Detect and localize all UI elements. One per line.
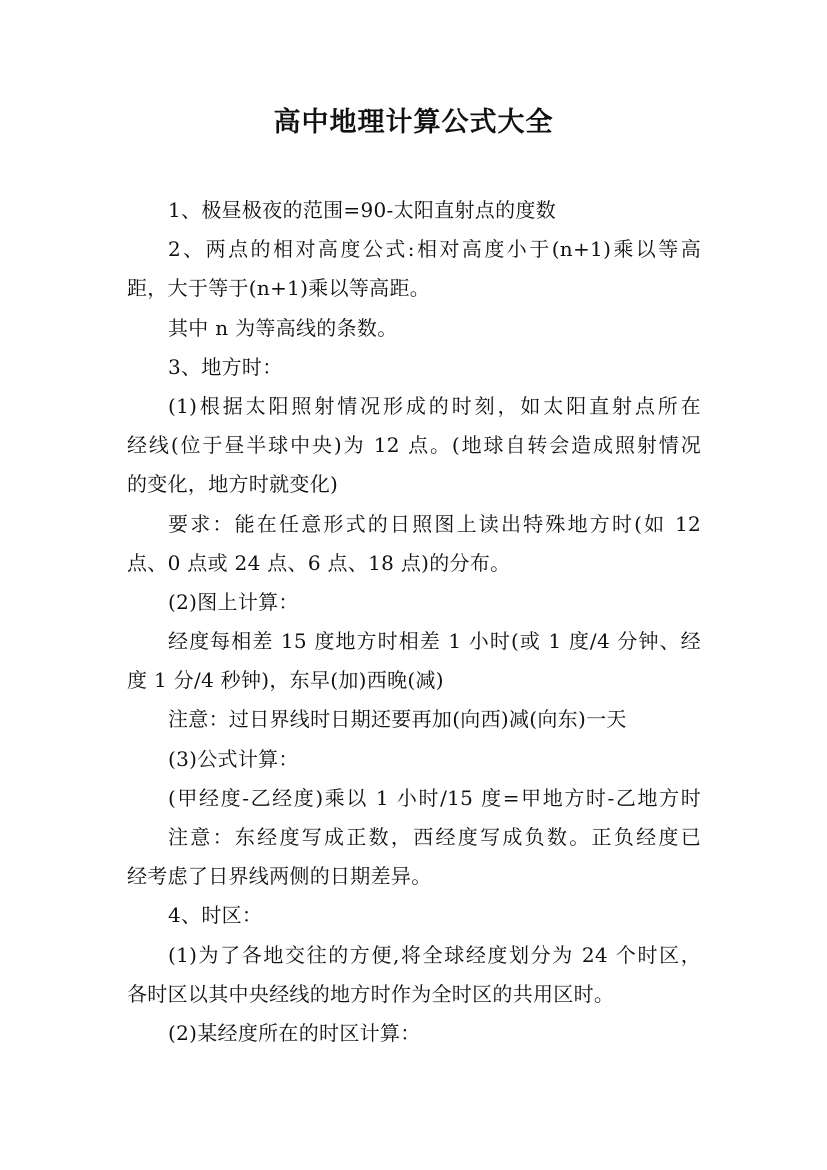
paragraph-line: (2)某经度所在的时区计算：	[168, 1020, 421, 1045]
paragraph-line: 度 1 分/4 秒钟)，东早(加)西晚(减)	[127, 668, 444, 693]
paragraph-line: 2、两点的相对高度公式:相对高度小于(n+1)乘以等高	[168, 237, 701, 262]
paragraph-line: 点、0 点或 24 点、6 点、18 点)的分布。	[127, 550, 511, 575]
paragraph-line: 注意：过日界线时日期还要再加(向西)减(向东)一天	[168, 707, 627, 732]
paragraph-line: 经考虑了日界线两侧的日期差异。	[127, 864, 432, 889]
paragraph-line: 4、时区：	[168, 903, 263, 928]
paragraph-line: (3)公式计算：	[168, 746, 299, 771]
paragraph-line: 经线(位于昼半球中央)为 12 点。(地球自转会造成照射情况	[127, 433, 701, 458]
paragraph-line: (甲经度-乙经度)乘以 1 小时/15 度=甲地方时-乙地方时	[168, 785, 701, 810]
paragraph-line: 3、地方时：	[168, 354, 283, 379]
paragraph-line: (1)为了各地交往的方便,将全球经度划分为 24 个时区，	[168, 942, 701, 967]
paragraph-line: 要求：能在任意形式的日照图上读出特殊地方时(如 12	[168, 511, 701, 536]
paragraph-line: 其中 n 为等高线的条数。	[168, 315, 398, 340]
document-body	[127, 191, 701, 1053]
paragraph-line: 距，大于等于(n+1)乘以等高距。	[127, 276, 431, 301]
paragraph-line: 1、极昼极夜的范围=90-太阳直射点的度数	[168, 198, 556, 222]
paragraph-line: 经度每相差 15 度地方时相差 1 小时(或 1 度/4 分钟、经	[168, 629, 701, 654]
paragraph-line: 的变化，地方时就变化)	[127, 472, 339, 497]
document-title: 高中地理计算公式大全	[273, 107, 554, 138]
paragraph-line: (1)根据太阳照射情况形成的时刻，如太阳直射点所在	[168, 393, 701, 418]
paragraph-line: (2)图上计算：	[168, 589, 299, 614]
paragraph-line: 各时区以其中央经线的地方时作为全时区的共用区时。	[127, 981, 615, 1006]
paragraph-line: 注意：东经度写成正数，西经度写成负数。正负经度已	[168, 825, 701, 849]
